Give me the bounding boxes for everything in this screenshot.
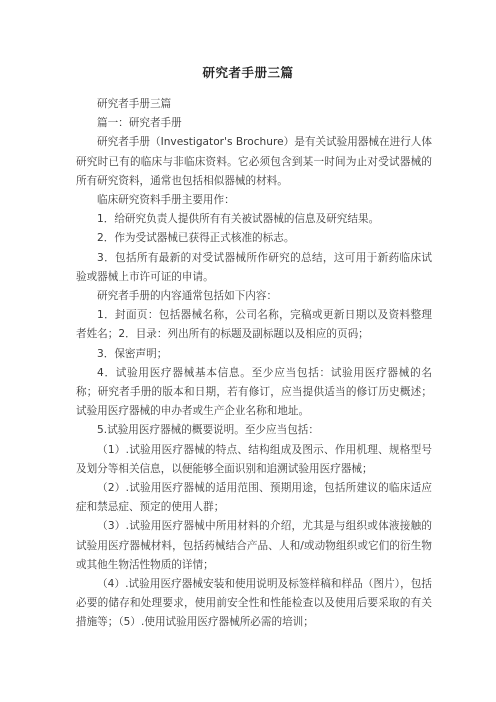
paragraph-usage-heading: 临床研究资料手册主要用作：	[97, 194, 235, 207]
document-title: 研究者手册三篇	[202, 65, 294, 80]
paragraph-subtitle: 研究者手册三篇	[97, 98, 172, 110]
paragraph-contents-1-2: 1．封面页：包括器械名称，公司名称，完稿或更新日期以及资料整理者姓名；2．目录：列出所有的标题及副标题以及相应的页码；	[76, 309, 432, 341]
paragraph-contents-heading: 研究者手册的内容通常包括如下内容：	[97, 290, 278, 303]
paragraph-item-2: （2）.试验用医疗器械的适用范围、预期用途，包括所建议的临床适应症和禁忌症、预定的使用人群；	[76, 482, 432, 514]
paragraph-item-1: （1）.试验用医疗器械的特点、结构组成及图示、作用机理、规格型号及划分等相关信息，以便能够全面识别和追溯试验用医疗器械；	[76, 443, 432, 475]
paragraph-usage-3: 3．包括所有最新的对受试器械所作研究的总结，这可用于新药临床试验或器械上市许可证的申请。	[76, 251, 432, 283]
paragraph-item-4-5: （4）.试验用医疗器械安装和使用说明及标签样稿和样品（图片），包括必要的储存和处理要求，使用前安全性和性能检查以及使用后要采取的有关措施等；（5）.使用试验用医疗器械所必需的培训；	[76, 578, 432, 629]
document-body	[76, 95, 432, 633]
paragraph-usage-2: 2．作为受试器械已获得正式核准的标志。	[97, 232, 295, 245]
paragraph-contents-5: 5.试验用医疗器械的概要说明。至少应当包括：	[97, 424, 319, 437]
paragraph-item-3: （3）.试验用医疗器械中所用材料的介绍，尤其是与组织或体液接触的试验用医疗器械材料，包括药械结合产品、人和/或动物组织或它们的衍生物或其他生物活性物质的详情；	[76, 520, 432, 571]
paragraph-intro: 研究者手册（Investigator's Brochure）是有关试验用器械在进行人体研究时已有的临床与非临床资料。它必须包含到某一时间为止对受试器械的所有研究资料，通常也包括相似器械的材料。	[76, 136, 432, 187]
paragraph-contents-4: 4．试验用医疗器械基本信息。至少应当包括：试验用医疗器械的名称；研究者手册的版本和日期，若有修订，应当提供适当的修订历史概述；试验用医疗器械的申办者或生产企业名称和地址。	[76, 366, 432, 418]
paragraph-usage-1: 1．给研究负责人提供所有有关被试器械的信息及研究结果。	[97, 213, 380, 226]
paragraph-section-heading: 篇一：研究者手册	[97, 117, 182, 130]
paragraph-contents-3: 3．保密声明；	[97, 347, 168, 360]
